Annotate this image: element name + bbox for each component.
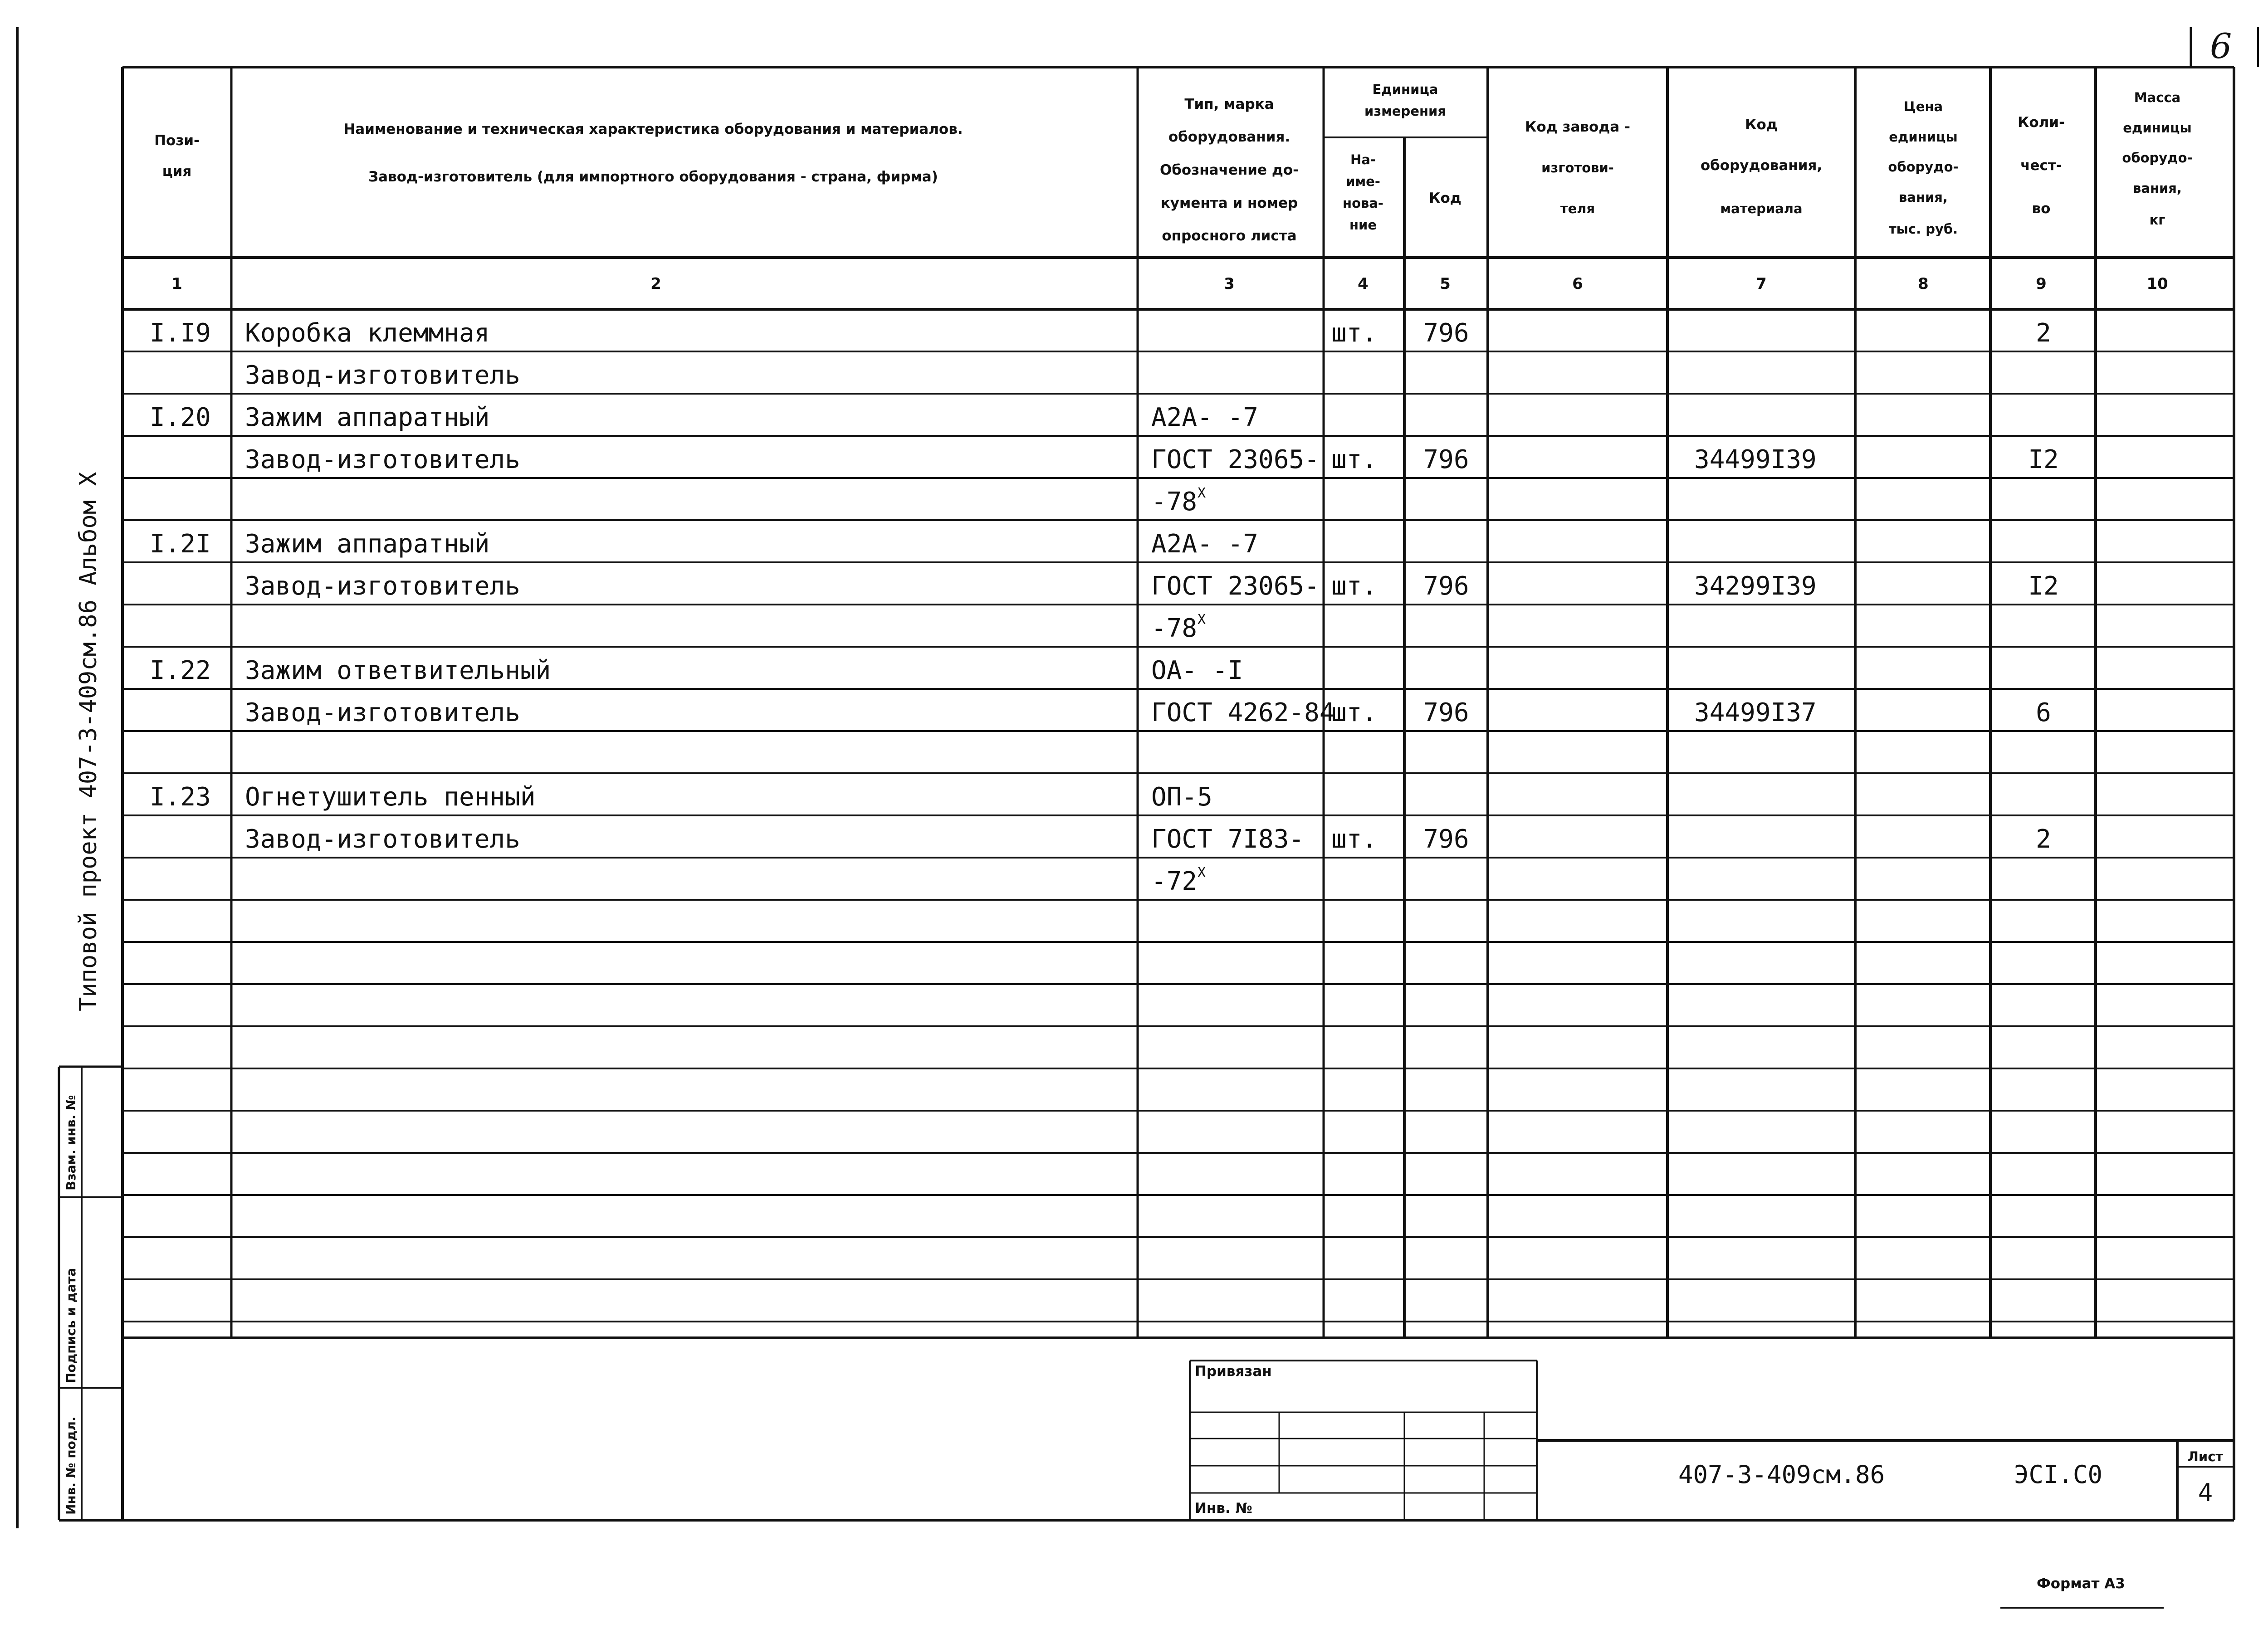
header-c9-line3: во bbox=[2032, 200, 2051, 217]
header-c8 bbox=[1888, 99, 1958, 237]
table-row bbox=[150, 318, 2051, 348]
header-c7-line1: Код bbox=[1745, 117, 1778, 133]
cell-name: Завод-изготовитель bbox=[245, 824, 520, 854]
cell-name: Коробка клеммная bbox=[245, 318, 490, 348]
cell-type: -78 bbox=[1151, 614, 1198, 643]
header-c3-line2: оборудования. bbox=[1168, 129, 1290, 145]
cell-type: ГОСТ 7I83- bbox=[1151, 824, 1305, 854]
title-block bbox=[1190, 1361, 2234, 1520]
header-c6-line3: теля bbox=[1560, 201, 1595, 216]
header-c10-line4: вания, bbox=[2133, 180, 2182, 196]
header-c6-line2: изготови- bbox=[1541, 160, 1614, 176]
header-c1 bbox=[154, 132, 200, 180]
header-c10-line1: Масса bbox=[2134, 90, 2181, 105]
table-row bbox=[1151, 865, 1206, 896]
header-c10-line2: единицы bbox=[2123, 120, 2192, 136]
format-label: Формат А3 bbox=[2037, 1575, 2125, 1592]
header-c6-line1: Код завода - bbox=[1525, 119, 1630, 135]
inv-no-label: Инв. № bbox=[1195, 1500, 1252, 1517]
table-row bbox=[245, 698, 2051, 727]
cell-quantity: 2 bbox=[2036, 824, 2051, 854]
cell-unit-code: 796 bbox=[1423, 698, 1469, 727]
list-number: 4 bbox=[2198, 1478, 2213, 1507]
cell-type-superscript: X bbox=[1198, 865, 1206, 881]
cell-unit: шт. bbox=[1331, 445, 1378, 474]
cell-equipment-code: 34499I37 bbox=[1694, 698, 1817, 727]
header-c4 bbox=[1343, 152, 1383, 233]
sheet-code: ЭСI.С0 bbox=[2014, 1460, 2103, 1489]
cell-type: -72 bbox=[1151, 867, 1198, 896]
page-corner-number: 6 bbox=[2210, 26, 2232, 66]
header-c9 bbox=[2018, 114, 2065, 217]
header-unit-line1: Единица bbox=[1372, 82, 1438, 97]
table-row bbox=[150, 403, 1258, 432]
header-c10 bbox=[2122, 90, 2192, 228]
cell-name: Огнетушитель пенный bbox=[245, 782, 536, 812]
side-box-inv-podl: Инв. № подл. bbox=[64, 1416, 78, 1515]
cell-unit-code: 796 bbox=[1423, 318, 1469, 348]
cell-type: ОП-5 bbox=[1151, 782, 1212, 812]
colnum-9: 9 bbox=[2036, 275, 2047, 293]
header-c8-line4: вания, bbox=[1899, 190, 1948, 205]
colnum-4: 4 bbox=[1358, 275, 1369, 293]
cell-unit: шт. bbox=[1331, 698, 1378, 727]
side-box-vzam: Взам. инв. № bbox=[64, 1095, 78, 1190]
side-stamp: Типовой проект 407-3-409см.86 Альбом X bbox=[75, 472, 102, 1011]
cell-name: Завод-изготовитель bbox=[245, 445, 520, 474]
cell-type: ГОСТ 23065- bbox=[1151, 445, 1320, 474]
header-c8-line2: единицы bbox=[1889, 129, 1958, 145]
colnum-2: 2 bbox=[650, 275, 661, 293]
colnum-6: 6 bbox=[1572, 275, 1583, 293]
cell-type: ГОСТ 4262-84 bbox=[1151, 698, 1335, 727]
colnum-10: 10 bbox=[2146, 275, 2168, 293]
cell-equipment-code: 34499I39 bbox=[1694, 445, 1817, 474]
cell-unit: шт. bbox=[1331, 318, 1378, 348]
header-c3 bbox=[1160, 96, 1299, 244]
cell-position: I.22 bbox=[150, 656, 211, 685]
cell-equipment-code: 34299I39 bbox=[1694, 571, 1817, 601]
header-c6 bbox=[1525, 119, 1630, 216]
table-row bbox=[245, 445, 2059, 474]
cell-name: Завод-изготовитель bbox=[245, 698, 520, 727]
cell-name: Зажим аппаратный bbox=[245, 529, 490, 559]
column-number-row bbox=[171, 275, 2168, 293]
table-row bbox=[150, 782, 1212, 812]
list-label: Лист bbox=[2187, 1449, 2224, 1464]
header-c3-line4: кумента и номер bbox=[1160, 195, 1298, 211]
table-row bbox=[150, 656, 1243, 685]
cell-name: Завод-изготовитель bbox=[245, 361, 520, 390]
header-c8-line5: тыс. руб. bbox=[1888, 221, 1958, 237]
cell-unit-code: 796 bbox=[1423, 571, 1469, 601]
header-c1-line1: Пози- bbox=[154, 132, 200, 149]
header-c1-line2: ция bbox=[162, 163, 192, 180]
cell-type: ОА- -I bbox=[1151, 656, 1243, 685]
cell-position: I.I9 bbox=[150, 318, 211, 348]
header-c2 bbox=[343, 121, 963, 185]
header-unit-group bbox=[1364, 82, 1446, 119]
cell-unit-code: 796 bbox=[1423, 824, 1469, 854]
privyazan-label: Привязан bbox=[1195, 1363, 1272, 1380]
cell-name: Завод-изготовитель bbox=[245, 571, 520, 601]
header-c7 bbox=[1701, 117, 1822, 216]
cell-name: Зажим аппаратный bbox=[245, 403, 490, 432]
header-c4-line2: име- bbox=[1346, 174, 1380, 189]
header-c7-line3: материала bbox=[1720, 201, 1803, 216]
colnum-8: 8 bbox=[1918, 275, 1929, 293]
colnum-5: 5 bbox=[1440, 275, 1451, 293]
header-c9-line1: Коли- bbox=[2018, 114, 2065, 131]
colnum-7: 7 bbox=[1756, 275, 1767, 293]
table-row bbox=[1151, 485, 1206, 517]
cell-unit: шт. bbox=[1331, 824, 1378, 854]
cell-name: Зажим ответвительный bbox=[245, 656, 551, 685]
cell-quantity: I2 bbox=[2028, 571, 2059, 601]
header-c3-line3: Обозначение до- bbox=[1159, 162, 1299, 178]
cell-quantity: 6 bbox=[2036, 698, 2051, 727]
cell-position: I.20 bbox=[150, 403, 211, 432]
cell-type-superscript: X bbox=[1198, 612, 1206, 628]
header-c7-line2: оборудования, bbox=[1700, 157, 1823, 174]
cell-unit-code: 796 bbox=[1423, 445, 1469, 474]
cell-type: А2А- -7 bbox=[1151, 403, 1259, 432]
table-row bbox=[150, 529, 1258, 559]
cell-type: -78 bbox=[1151, 487, 1198, 517]
side-boxes bbox=[59, 1067, 122, 1520]
cell-position: I.23 bbox=[150, 782, 211, 812]
header-c10-line3: оборудо- bbox=[2122, 150, 2193, 166]
header-unit-line2: измерения bbox=[1364, 103, 1446, 119]
side-box-podpis: Подпись и дата bbox=[64, 1268, 78, 1383]
header-c9-line2: чест- bbox=[2020, 157, 2062, 174]
table-row bbox=[245, 361, 520, 390]
table-row bbox=[245, 824, 2051, 854]
header-c4-line1: На- bbox=[1350, 152, 1376, 167]
cell-quantity: I2 bbox=[2028, 445, 2059, 474]
table-body bbox=[150, 318, 2059, 896]
header-c2-line2: Завод-изготовитель (для импортного оборудования - страна, фирма) bbox=[368, 169, 938, 185]
colnum-3: 3 bbox=[1224, 275, 1235, 293]
cell-type: ГОСТ 23065- bbox=[1151, 571, 1320, 601]
header-c8-line3: оборудо- bbox=[1888, 159, 1959, 175]
cell-position: I.2I bbox=[150, 529, 211, 559]
header-c2-line1: Наименование и техническая характеристика оборудования и материалов. bbox=[343, 121, 963, 137]
header-c3-line5: опросного листа bbox=[1162, 228, 1297, 244]
header-c4-line3: нова- bbox=[1343, 195, 1383, 211]
cell-quantity: 2 bbox=[2036, 318, 2051, 348]
cell-type: А2А- -7 bbox=[1151, 529, 1259, 559]
table-row bbox=[1151, 612, 1206, 643]
cell-type-superscript: X bbox=[1198, 485, 1206, 501]
header-c10-line5: кг bbox=[2149, 212, 2165, 228]
header-c4-line4: ние bbox=[1349, 217, 1377, 233]
header-c5: Код bbox=[1429, 190, 1461, 206]
cell-unit: шт. bbox=[1331, 571, 1378, 601]
colnum-1: 1 bbox=[171, 275, 182, 293]
header-c3-line1: Тип, марка bbox=[1184, 96, 1274, 112]
doc-code: 407-3-409см.86 bbox=[1678, 1460, 1885, 1489]
header-c8-line1: Цена bbox=[1903, 99, 1943, 114]
table-row bbox=[245, 571, 2059, 601]
